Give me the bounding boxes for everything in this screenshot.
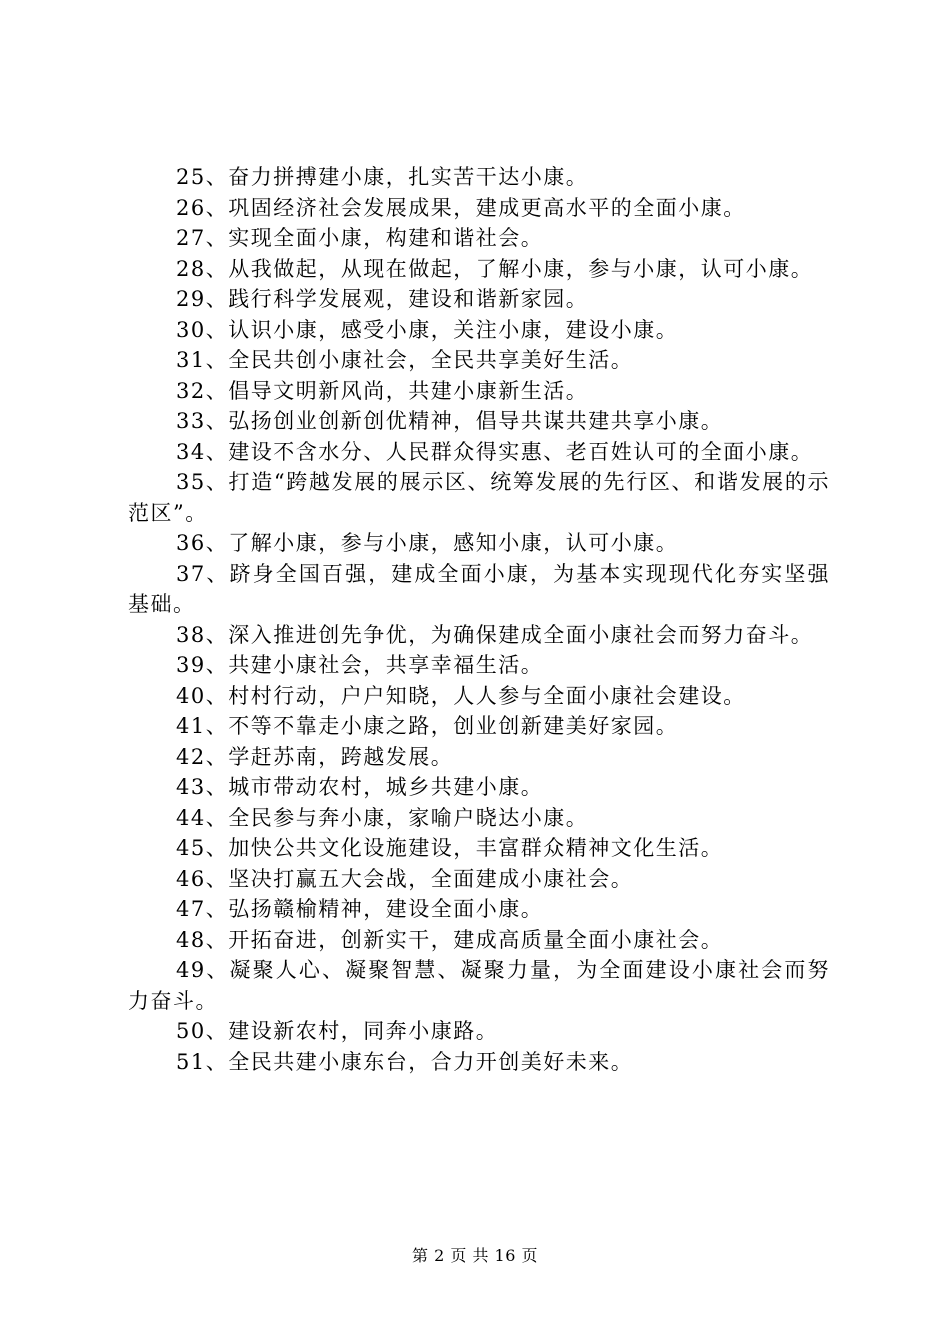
list-item: 51、全民共建小康东台，合力开创美好未来。 [176, 1049, 634, 1074]
list-item: 45、加快公共文化设施建设，丰富群众精神文化生活。 [176, 836, 724, 860]
list-item: 34、建设不含水分、人民群众得实惠、老百姓认可的全面小康。 [176, 439, 814, 464]
list-item: 32、倡导文明新风尚，共建小康新生活。 [176, 378, 589, 403]
list-item: 38、深入推进创先争优，为确保建成全面小康社会而努力奋斗。 [176, 622, 814, 647]
slogan-list [128, 162, 830, 1077]
list-item: 30、认识小康，感受小康，关注小康，建设小康。 [176, 317, 679, 342]
list-item: 36、了解小康，参与小康，感知小康，认可小康。 [176, 531, 679, 555]
page-number: 第 2 页 共 16 页 [412, 1246, 538, 1265]
list-item: 43、城市带动农村，城乡共建小康。 [176, 775, 544, 799]
list-item: 40、村村行动，户户知晓，人人参与全面小康社会建设。 [176, 683, 746, 708]
list-item: 27、实现全面小康，构建和谐社会。 [176, 226, 544, 250]
list-item: 48、开拓奋进，创新实干，建成高质量全面小康社会。 [176, 927, 724, 952]
list-item: 41、不等不靠走小康之路，创业创新建美好家园。 [176, 714, 679, 738]
list-item: 29、践行科学发展观，建设和谐新家园。 [176, 287, 589, 311]
list-item: 35、打造“跨越发展的展示区、统筹发展的先行区、和谐发展的示范区”。 [128, 470, 830, 525]
list-item: 26、巩固经济社会发展成果，建成更高水平的全面小康。 [176, 195, 746, 220]
list-item: 28、从我做起，从现在做起，了解小康，参与小康，认可小康。 [176, 256, 814, 281]
list-item: 42、学赶苏南，跨越发展。 [176, 744, 454, 769]
list-item: 47、弘扬赣榆精神，建设全面小康。 [176, 897, 544, 921]
list-item: 44、全民参与奔小康，家喻户晓达小康。 [176, 805, 589, 830]
list-item: 39、共建小康社会，共享幸福生活。 [176, 653, 544, 677]
list-item: 49、凝聚人心、凝聚智慧、凝聚力量，为全面建设小康社会而努力奋斗。 [128, 958, 830, 1013]
list-item: 31、全民共创小康社会，全民共享美好生活。 [176, 348, 634, 372]
list-item: 37、跻身全国百强，建成全面小康，为基本实现现代化夯实坚强基础。 [128, 561, 830, 616]
list-item: 50、建设新农村，同奔小康路。 [176, 1019, 499, 1043]
list-item: 46、坚决打赢五大会战，全面建成小康社会。 [176, 866, 634, 891]
list-item: 33、弘扬创业创新创优精神，倡导共谋共建共享小康。 [176, 409, 724, 433]
list-item: 25、奋力拼搏建小康，扎实苦干达小康。 [176, 165, 589, 189]
